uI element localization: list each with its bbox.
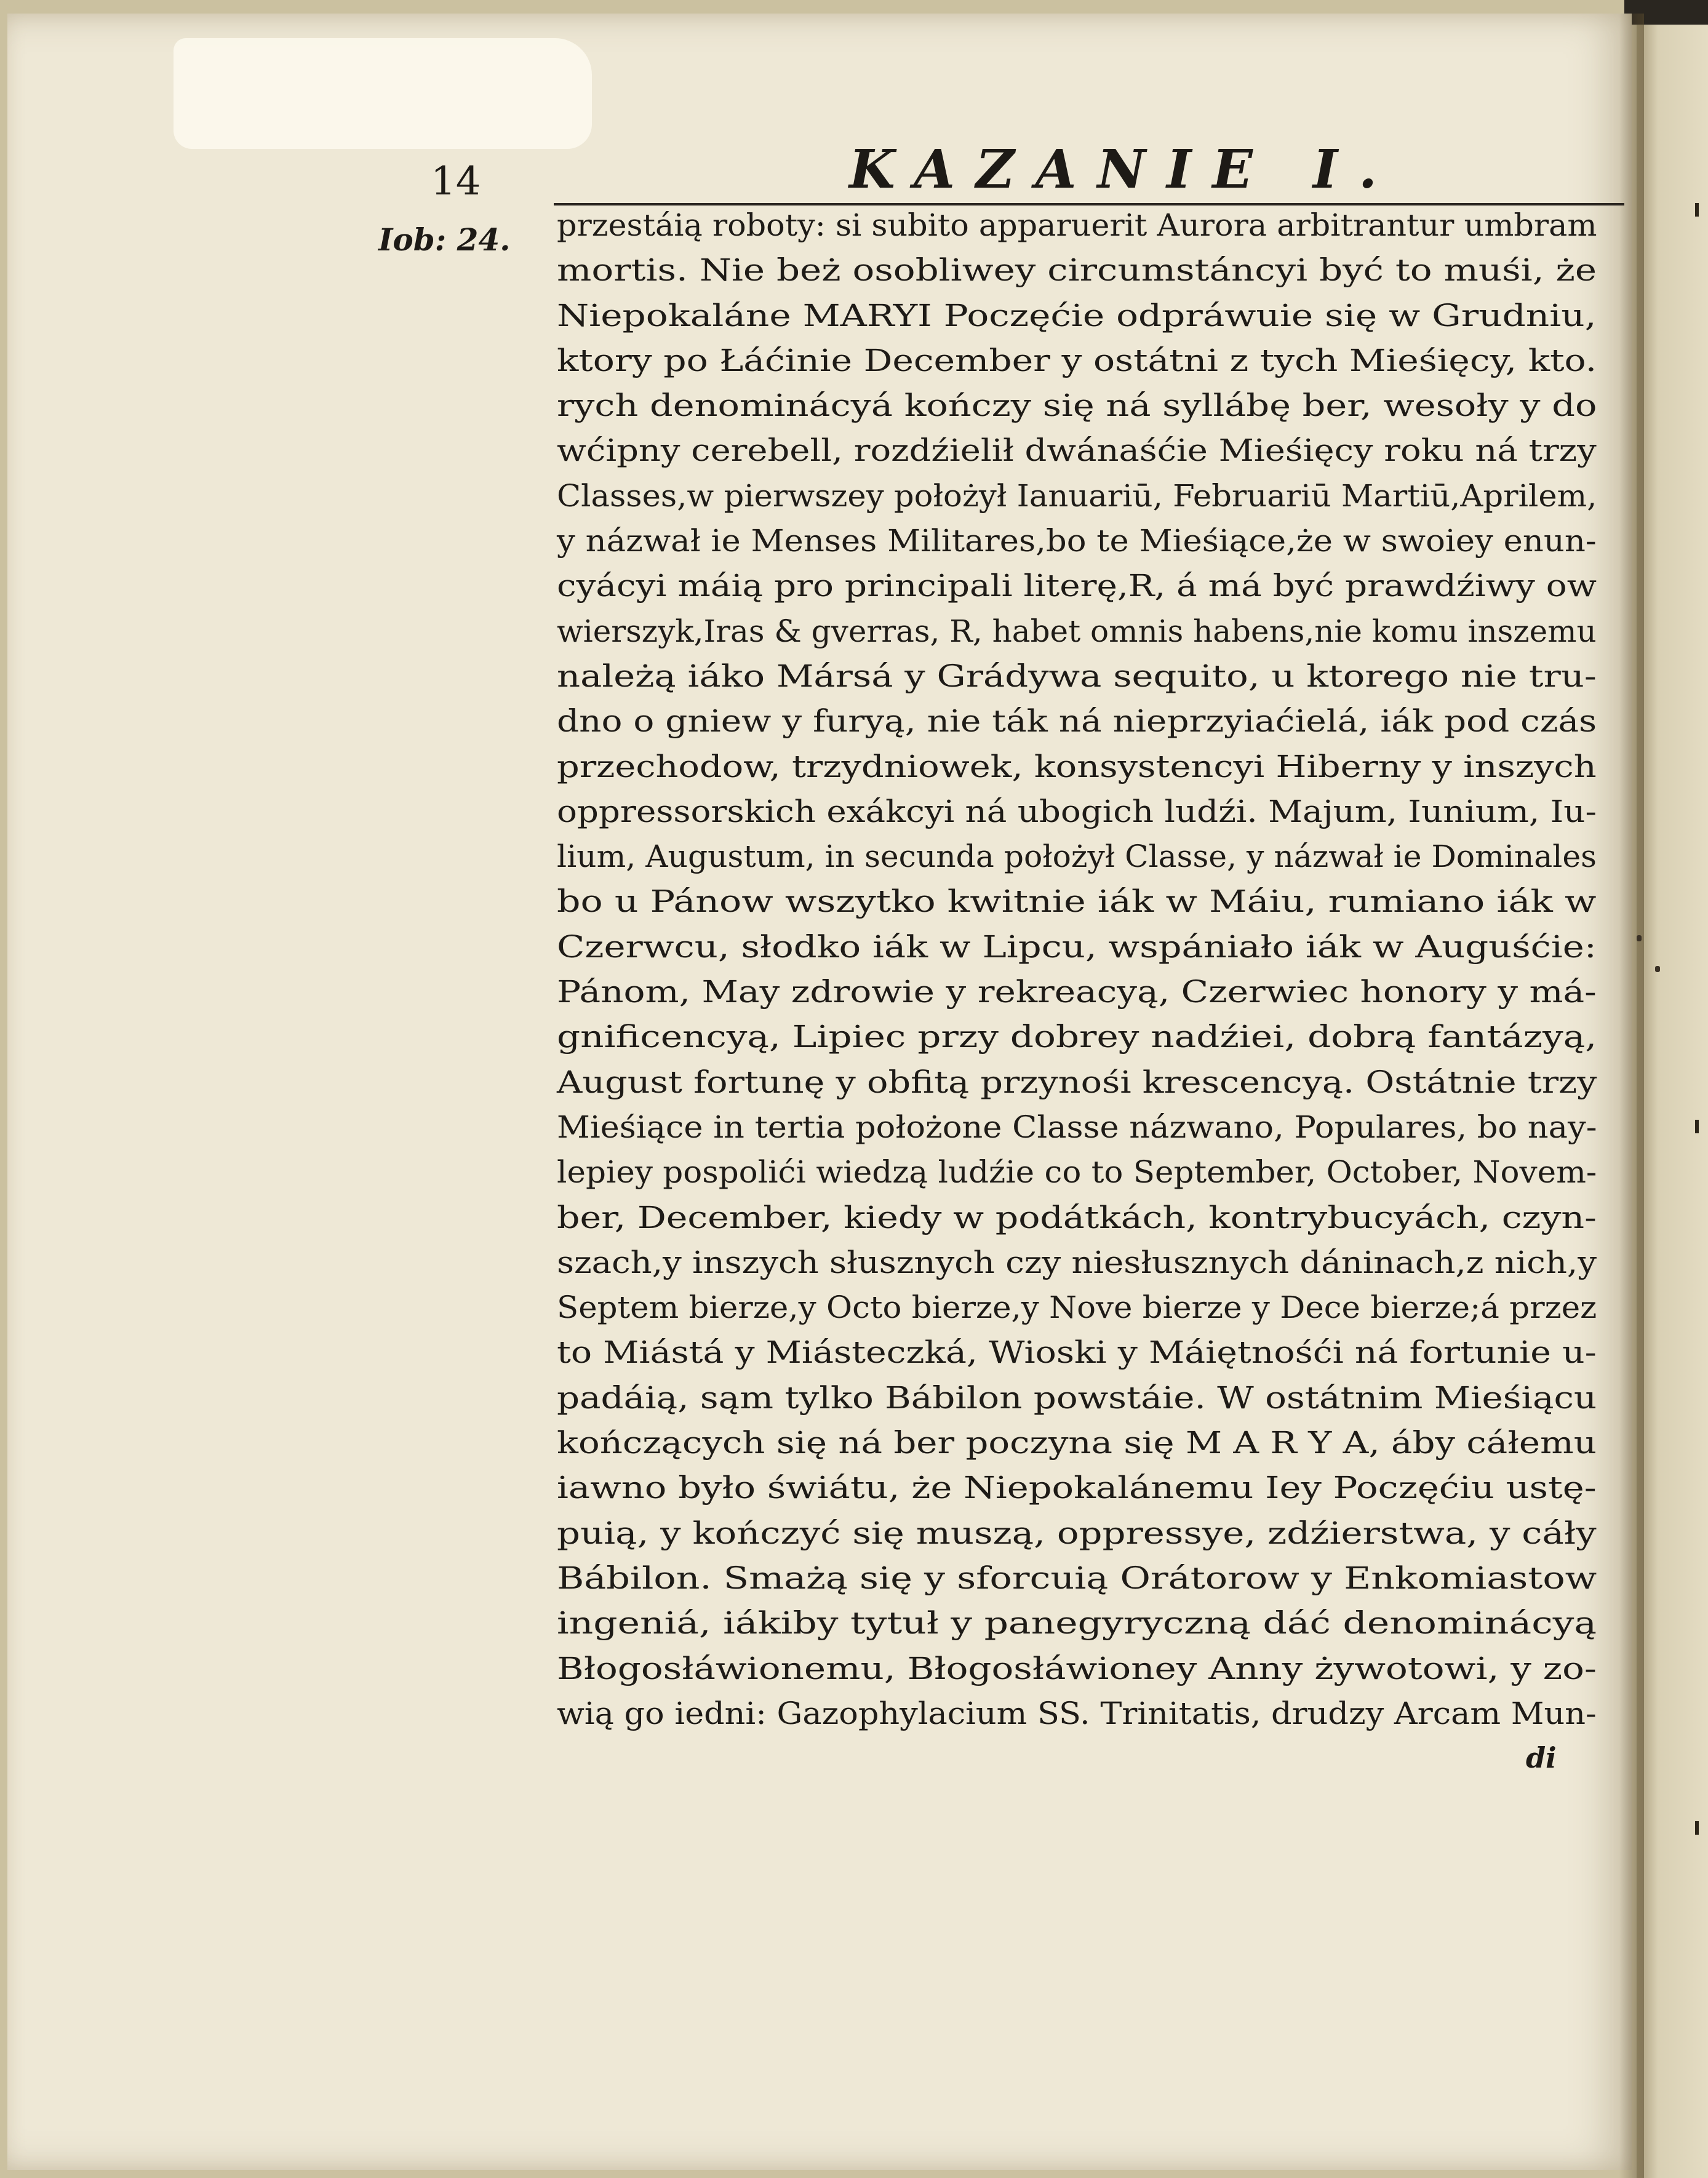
text-line: należą iáko Mársá y Grádywa sequito, u ktorego nie tru- xyxy=(557,658,1597,694)
text-line: to Miástá y Miásteczká, Wioski y Máiętnośći ná fortunie u- xyxy=(557,1334,1597,1371)
text-line: Septem bierze,y Octo bierze,y Nove bierze y Dece bierze;á przez xyxy=(557,1290,1597,1326)
text-line: cyácyi máią pro principali literę,R, á má być prawdźiwy ow xyxy=(557,568,1597,604)
running-head: KAZANIE I. xyxy=(849,138,1398,201)
marginal-reference: Iob: 24. xyxy=(378,221,511,258)
text-line: lium, Augustum, in secunda położył Classe, y názwał ie Dominales xyxy=(557,839,1597,875)
text-line: mortis. Nie beż osobliwey circumstáncyi być to muśi, że xyxy=(557,252,1597,289)
text-line: gnificencyą, Lipiec przy dobrey nadźiei, dobrą fantázyą, xyxy=(557,1019,1597,1055)
facing-page-mark xyxy=(1695,1821,1699,1835)
facing-page-edge xyxy=(1637,25,1708,2178)
text-line: przechodow, trzydniowek, konsystencyi Hiberny y inszych xyxy=(557,748,1597,784)
text-line: ktory po Łáćinie December y ostátni z tych Mieśięcy, kto. xyxy=(557,342,1597,378)
text-line: przestáią roboty: si subito apparuerit Aurora arbitrantur umbram xyxy=(557,207,1597,243)
margin-speck xyxy=(1637,935,1642,941)
text-line: oppressorskich exákcyi ná ubogich ludźi. Majum, Iunium, Iu- xyxy=(557,793,1597,829)
text-line: kończących się ná ber poczyna się M A R Y A, áby cáłemu xyxy=(557,1425,1597,1461)
text-line: puią, y kończyć się muszą, oppressye, zdźierstwa, y cáły xyxy=(557,1515,1597,1551)
text-line: iawno było świátu, że Niepokalánemu Iey Poczęćiu ustę- xyxy=(557,1470,1597,1506)
text-line: Classes,w pierwszey położył Ianuariū, Februariū Martiū,Aprilem, xyxy=(557,477,1597,514)
catchword: di xyxy=(1526,1741,1557,1774)
text-line: Mieśiące in tertia położone Classe názwano, Populares, bo nay- xyxy=(557,1109,1597,1145)
page-gutter-shadow xyxy=(1619,14,1644,2178)
text-line: ber, December, kiedy w podátkách, kontrybucyách, czyn- xyxy=(557,1199,1597,1235)
text-line: rych denominácyá kończy się ná syllábę ber, wesoły y do xyxy=(557,388,1597,424)
facing-page-mark xyxy=(1695,1120,1699,1133)
page-number: 14 xyxy=(431,159,481,204)
text-line: wćipny cerebell, rozdźielił dwánaśćie Mieśięcy roku ná trzy xyxy=(557,433,1597,469)
text-line: padáią, sąm tylko Bábilon powstáie. W ostátnim Mieśiącu xyxy=(557,1379,1597,1416)
text-line: Pánom, May zdrowie y rekreacyą, Czerwiec honory y má- xyxy=(557,974,1597,1010)
text-line: wią go iedni: Gazophylacium SS. Trinitatis, drudzy Arcam Mun- xyxy=(557,1695,1597,1731)
text-line: Bábilon. Smażą się y sforcuią Orátorow y Enkomiastow xyxy=(557,1560,1597,1596)
text-line: lepiey pospolići wiedzą ludźie co to September, October, Novem- xyxy=(557,1154,1597,1191)
paper-stain xyxy=(174,38,592,149)
text-line: Czerwcu, słodko iák w Lipcu, wspániało iák w Auguśćie: xyxy=(557,928,1597,965)
text-line: y názwał ie Menses Militares,bo te Mieśiące,że w swoiey enun- xyxy=(557,523,1597,559)
text-line: August fortunę y obfitą przynośi krescencyą. Ostátnie trzy xyxy=(557,1064,1597,1100)
facing-page-mark xyxy=(1695,203,1699,217)
text-line: Błogosłáwionemu, Błogosłáwioney Anny żywotowi, y zo- xyxy=(557,1650,1597,1686)
text-line: wierszyk,Iras & gverras, R, habet omnis habens,nie komu inszemu xyxy=(557,613,1597,649)
text-line: dno o gniew y furyą, nie ták ná nieprzyiaćielá, iák pod czás xyxy=(557,703,1597,740)
text-line: Niepokaláne MARYI Poczęćie odpráwuie się w Grudniu, xyxy=(557,297,1597,333)
body-text xyxy=(557,203,1597,1736)
text-line: ingeniá, iákiby tytuł y panegyryczną dáć denominácyą xyxy=(557,1605,1597,1641)
text-line: bo u Pánow wszytko kwitnie iák w Máiu, rumiano iák w xyxy=(557,884,1597,920)
text-line: szach,y inszych słusznych czy niesłusznych dáninach,z nich,y xyxy=(557,1244,1597,1280)
margin-speck xyxy=(1655,966,1660,972)
